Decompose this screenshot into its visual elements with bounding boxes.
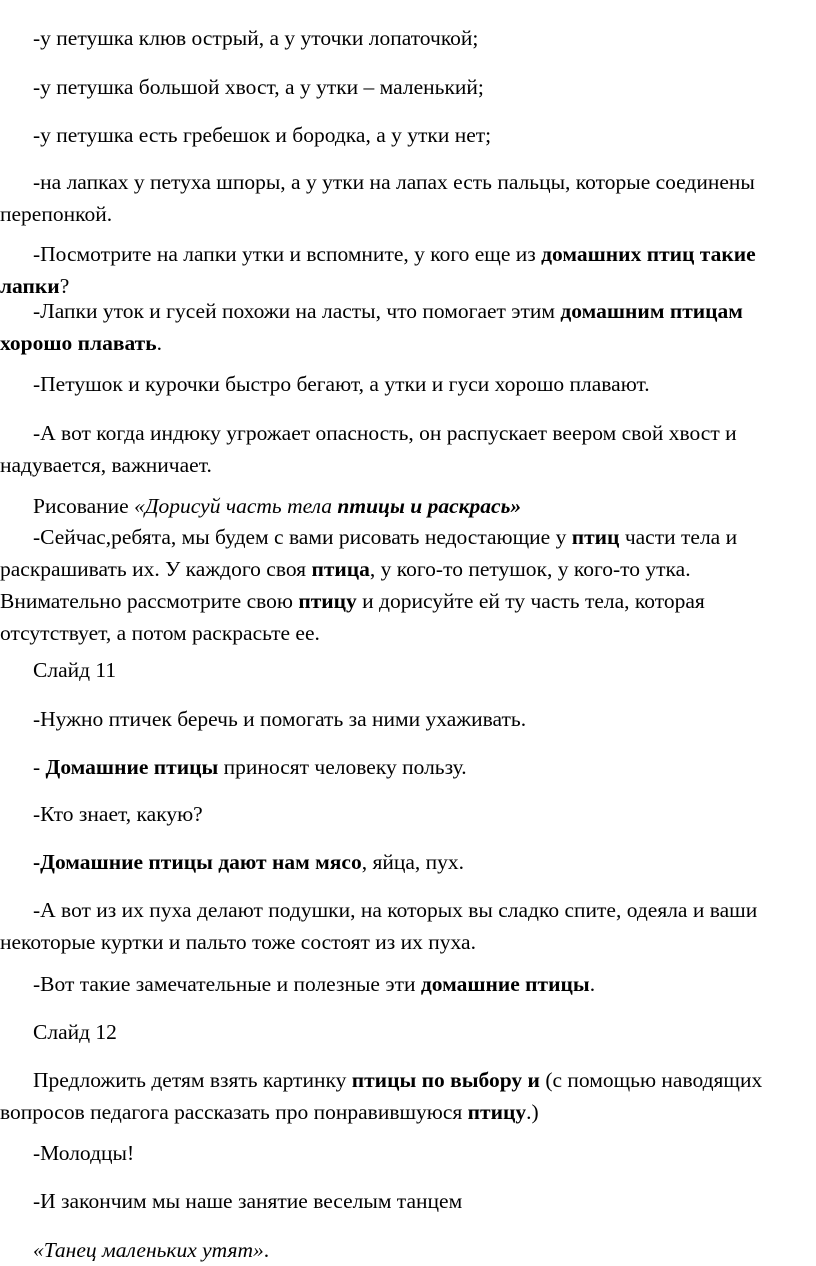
text-run: приносят человеку пользу.: [218, 755, 467, 779]
paragraph-22: [0, 1234, 816, 1266]
paragraph-7: [0, 368, 816, 400]
paragraph-6: [0, 295, 816, 359]
text-run: -на лапках у петуха шпоры, а у утки на лапах есть пальцы, которые соединены перепонкой.: [0, 170, 755, 226]
text-run: , яйца, пух.: [361, 850, 465, 874]
text-run: -А вот когда индюку угрожает опасность, он распускает веером свой хвост и надувается, важничает.: [0, 421, 737, 477]
text-run: -А вот из их пуха делают подушки, на которых вы сладко спите, одеяла и ваши некоторые куртки и пальто тоже состоят из их пуха.: [0, 898, 758, 954]
paragraph-12: [0, 703, 816, 735]
text-run: и дорисуйте ей ту часть тела, которая отсутствует, а потом раскрасьте ее.: [0, 589, 705, 645]
text-run: Домашние птицы: [45, 755, 219, 779]
text-run: -Лапки уток и гусей похожи на ласты, что помогает этим: [33, 299, 561, 323]
paragraph-16: [0, 894, 816, 958]
text-run: птиц: [571, 525, 620, 549]
paragraph-8: [0, 417, 816, 481]
paragraph-17: [0, 968, 816, 1000]
paragraph-13: [0, 751, 816, 783]
paragraph-20: [0, 1137, 816, 1169]
text-run: -Петушок и курочки быстро бегают, а утки и гуси хорошо плавают.: [33, 372, 650, 396]
text-run: , у кого-то петушок, у кого-то утка. Внимательно рассмотрите свою: [0, 557, 691, 613]
text-run: -у петушка клюв острый, а у уточки лопаточкой;: [33, 26, 479, 50]
text-run: Предложить детям взять картинку: [33, 1068, 352, 1092]
text-run: (с помощью наводящих вопросов педагога рассказать про понравившуюся: [0, 1068, 763, 1124]
text-run: Слайд 12: [33, 1020, 117, 1044]
text-run: -Нужно птичек беречь и помогать за ними ухаживать.: [33, 707, 527, 731]
text-run: птицу: [467, 1100, 527, 1124]
text-run: «Дорисуй часть тела: [134, 494, 338, 518]
text-run: -Сейчас,ребята, мы будем с вами рисовать недостающие у: [33, 525, 572, 549]
text-run: «Танец маленьких утят»: [33, 1238, 264, 1262]
paragraph-15: [0, 846, 816, 878]
text-run: -: [33, 755, 46, 779]
text-run: Рисование: [33, 494, 135, 518]
text-run-bold: [337, 494, 521, 518]
text-run: домашние птицы: [420, 972, 590, 996]
paragraph-4: [0, 166, 816, 230]
text-run: птицы по выбору и: [351, 1068, 540, 1092]
text-run: -Молодцы!: [33, 1141, 135, 1165]
text-run: -Кто знает, какую?: [33, 802, 203, 826]
paragraph-9: [0, 490, 816, 522]
text-run: ?: [59, 274, 70, 298]
paragraph-21: [0, 1185, 816, 1217]
text-run: .: [156, 331, 162, 355]
paragraph-1: [0, 22, 816, 54]
text-run: -И закончим мы наше занятие веселым танцем: [33, 1189, 463, 1213]
text-run: птица: [311, 557, 370, 581]
paragraph-3: [0, 119, 816, 151]
paragraph-2: [0, 71, 816, 103]
text-run: домашним птицам хорошо плавать: [0, 299, 743, 355]
paragraph-19: [0, 1064, 816, 1128]
text-run: -Домашние птицы дают нам мясо: [33, 850, 362, 874]
text-run: -у петушка большой хвост, а у утки – маленький;: [33, 75, 484, 99]
text-run: -Вот такие замечательные и полезные эти: [33, 972, 421, 996]
paragraph-10: [0, 521, 816, 649]
text-run: домашних птиц такие лапки: [0, 242, 756, 298]
text-run: .: [589, 972, 596, 996]
text-run: -у петушка есть гребешок и бородка, а у утки нет;: [33, 123, 492, 147]
paragraph-14: [0, 798, 816, 830]
paragraph-5: [0, 238, 816, 302]
text-run: птицы и раскрась»: [337, 494, 522, 518]
text-run: -Посмотрите на лапки утки и вспомните, у кого еще из: [33, 242, 542, 266]
paragraph-18: [0, 1016, 816, 1048]
text-run: .: [263, 1238, 270, 1262]
text-run: части тела и раскрашивать их. У каждого своя: [0, 525, 738, 581]
paragraph-11: [0, 654, 816, 686]
text-run: Слайд 11: [33, 658, 117, 682]
text-run: .): [526, 1100, 539, 1124]
text-run: птицу: [298, 589, 357, 613]
